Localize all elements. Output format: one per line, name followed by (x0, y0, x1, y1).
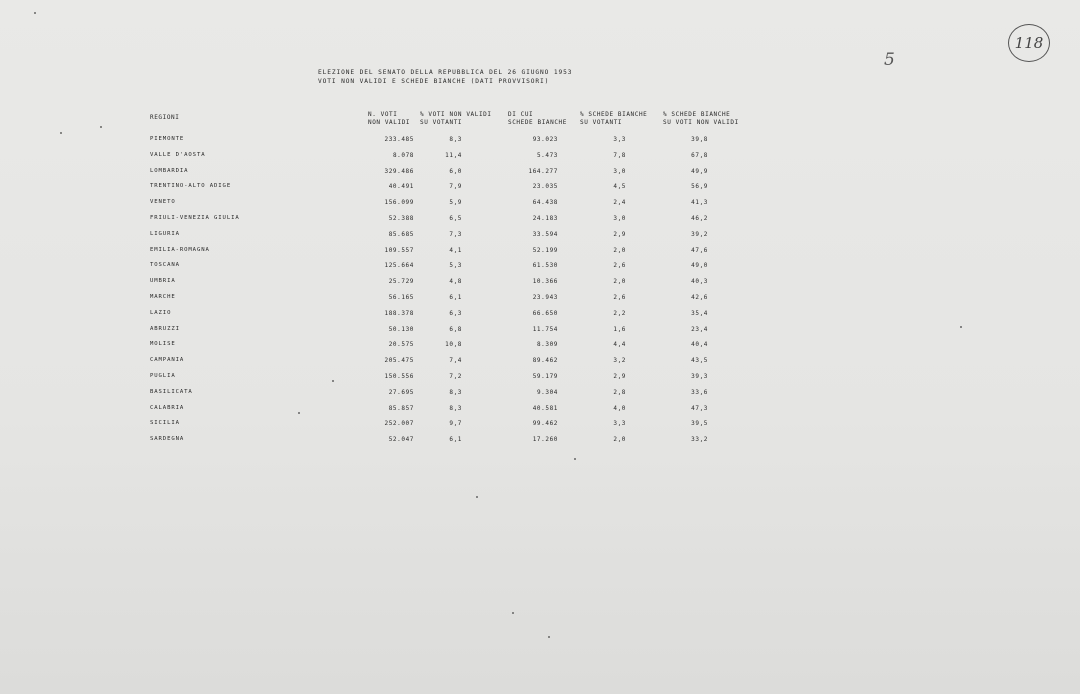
cell-pct-bianche-su-non-validi: 23,4 (691, 325, 708, 333)
cell-n-voti-non-validi: 109.557 (384, 246, 414, 254)
cell-schede-bianche: 23.035 (532, 183, 558, 191)
cell-n-voti-non-validi: 156.099 (384, 199, 414, 207)
cell-pct-su-votanti: 9,7 (449, 420, 462, 428)
table-row (0, 389, 1080, 403)
table-row (0, 247, 1080, 261)
header-pct-bianche-nv (663, 111, 739, 126)
cell-pct-bianche-su-non-validi: 33,6 (691, 388, 708, 396)
cell-schede-bianche: 66.650 (532, 309, 558, 317)
cell-n-voti-non-validi: 85.685 (388, 230, 414, 238)
cell-pct-su-votanti: 6,8 (449, 325, 462, 333)
cell-pct-bianche-su-votanti: 2,6 (613, 262, 626, 270)
header-pct-bianche-votanti (580, 111, 647, 126)
cell-schede-bianche: 10.366 (532, 278, 558, 286)
header-n-voti (368, 111, 410, 126)
cell-schede-bianche: 24.183 (532, 215, 558, 222)
cell-schede-bianche: 64.438 (532, 199, 558, 207)
table-row (0, 310, 1080, 324)
document-title (318, 68, 572, 86)
cell-regione: VENETO (150, 199, 176, 206)
header-pct-bianche-nv-line2: SU VOTI NON VALIDI (663, 118, 739, 126)
table-row (0, 215, 1080, 229)
cell-pct-su-votanti: 6,1 (449, 436, 462, 444)
cell-pct-su-votanti: 8,3 (449, 404, 462, 412)
cell-regione: LIGURIA (150, 230, 180, 237)
header-pct-votanti-line1: % VOTI NON VALIDI (420, 111, 492, 118)
cell-pct-bianche-su-non-validi: 43,5 (691, 357, 708, 365)
cell-pct-bianche-su-non-validi: 67,8 (691, 151, 708, 159)
table-row (0, 199, 1080, 213)
cell-pct-bianche-su-votanti: 7,8 (613, 151, 626, 159)
cell-schede-bianche: 99.462 (532, 420, 558, 428)
cell-regione: PIEMONTE (150, 136, 185, 142)
cell-schede-bianche: 11.754 (532, 325, 558, 333)
table-row (0, 136, 1080, 150)
cell-regione: EMILIA-ROMAGNA (150, 246, 210, 253)
cell-n-voti-non-validi: 52.047 (388, 436, 414, 444)
cell-n-voti-non-validi: 150.556 (384, 373, 414, 380)
cell-n-voti-non-validi: 56.165 (388, 294, 414, 301)
cell-pct-bianche-su-non-validi: 40,3 (691, 278, 708, 286)
cell-pct-bianche-su-non-validi: 47,3 (691, 404, 708, 412)
scan-speck (332, 380, 334, 382)
table-row (0, 420, 1080, 434)
cell-pct-su-votanti: 4,1 (449, 246, 462, 254)
cell-pct-su-votanti: 7,4 (449, 357, 462, 365)
cell-pct-bianche-su-votanti: 2,9 (613, 230, 626, 238)
table-row (0, 262, 1080, 276)
cell-schede-bianche: 33.594 (532, 230, 558, 238)
cell-schede-bianche: 52.199 (532, 246, 558, 254)
cell-regione: FRIULI-VENEZIA GIULIA (150, 215, 240, 221)
scan-speck (476, 496, 478, 498)
table-row (0, 231, 1080, 245)
header-di-cui-line1: DI CUI (508, 111, 534, 118)
cell-pct-bianche-su-non-validi: 42,6 (691, 294, 708, 301)
cell-pct-bianche-su-votanti: 2,9 (613, 373, 626, 380)
cell-regione: SARDEGNA (150, 436, 185, 443)
cell-regione: TOSCANA (150, 262, 180, 269)
cell-pct-su-votanti: 6,5 (449, 215, 462, 222)
cell-pct-bianche-su-non-validi: 46,2 (691, 215, 708, 222)
cell-pct-bianche-su-votanti: 4,5 (613, 183, 626, 191)
scan-speck (298, 412, 300, 414)
cell-pct-su-votanti: 4,8 (449, 278, 462, 286)
table-row (0, 373, 1080, 387)
cell-pct-bianche-su-votanti: 3,3 (613, 420, 626, 428)
cell-regione: MARCHE (150, 294, 176, 300)
cell-n-voti-non-validi: 40.491 (388, 183, 414, 191)
cell-pct-su-votanti: 7,9 (449, 183, 462, 191)
cell-regione: ABRUZZI (150, 325, 180, 332)
cell-pct-bianche-su-non-validi: 39,2 (691, 230, 708, 238)
cell-schede-bianche: 5.473 (536, 151, 558, 159)
cell-pct-su-votanti: 6,3 (449, 309, 462, 317)
cell-pct-bianche-su-votanti: 2,6 (613, 294, 626, 301)
cell-regione: UMBRIA (150, 278, 176, 285)
table-row (0, 183, 1080, 197)
scan-speck (100, 126, 102, 128)
cell-pct-su-votanti: 8,3 (449, 388, 462, 396)
cell-pct-su-votanti: 7,2 (449, 373, 462, 380)
cell-n-voti-non-validi: 25.729 (388, 278, 414, 286)
title-line-2: VOTI NON VALIDI E SCHEDE BIANCHE (DATI PROVVISORI) (318, 78, 550, 85)
cell-schede-bianche: 89.462 (532, 357, 558, 365)
cell-pct-bianche-su-votanti: 2,0 (613, 246, 626, 254)
cell-regione: LOMBARDIA (150, 167, 189, 174)
cell-pct-bianche-su-votanti: 2,0 (613, 278, 626, 286)
cell-regione: BASILICATA (150, 388, 193, 395)
cell-pct-bianche-su-votanti: 2,2 (613, 309, 626, 317)
cell-pct-bianche-su-votanti: 3,0 (613, 215, 626, 222)
cell-pct-bianche-su-votanti: 2,4 (613, 199, 626, 207)
cell-pct-su-votanti: 8,3 (449, 136, 462, 143)
cell-schede-bianche: 23.943 (532, 294, 558, 301)
cell-pct-bianche-su-non-validi: 39,3 (691, 373, 708, 380)
cell-schede-bianche: 164.277 (528, 167, 558, 175)
pencil-annotation: 5 (884, 50, 895, 70)
cell-pct-su-votanti: 11,4 (445, 151, 462, 159)
cell-schede-bianche: 9.304 (536, 388, 558, 396)
cell-schede-bianche: 93.023 (532, 136, 558, 143)
header-di-cui (508, 111, 567, 126)
header-n-voti-line1: N. VOTI (368, 111, 398, 118)
cell-regione: SICILIA (150, 420, 180, 427)
cell-pct-su-votanti: 6,1 (449, 294, 462, 301)
scan-speck (960, 326, 962, 328)
page-number-stamp: 118 (1008, 24, 1050, 62)
cell-n-voti-non-validi: 27.695 (388, 388, 414, 396)
cell-pct-bianche-su-votanti: 3,2 (613, 357, 626, 365)
cell-n-voti-non-validi: 52.388 (388, 215, 414, 222)
cell-pct-bianche-su-non-validi: 49,9 (691, 167, 708, 175)
cell-n-voti-non-validi: 85.857 (388, 404, 414, 412)
cell-regione: VALLE D'AOSTA (150, 151, 206, 158)
cell-pct-bianche-su-non-validi: 56,9 (691, 183, 708, 191)
cell-pct-bianche-su-non-validi: 39,8 (691, 136, 708, 143)
scan-speck (34, 12, 36, 14)
cell-schede-bianche: 59.179 (532, 373, 558, 380)
cell-pct-su-votanti: 10,8 (445, 341, 462, 349)
table-row (0, 294, 1080, 308)
cell-pct-bianche-su-non-validi: 39,5 (691, 420, 708, 428)
cell-regione: LAZIO (150, 309, 172, 316)
scan-speck (548, 636, 550, 638)
cell-pct-bianche-su-votanti: 1,6 (613, 325, 626, 333)
cell-pct-bianche-su-non-validi: 33,2 (691, 436, 708, 444)
cell-pct-bianche-su-non-validi: 40,4 (691, 341, 708, 349)
table-row (0, 405, 1080, 419)
header-pct-bianche-nv-line1: % SCHEDE BIANCHE (663, 111, 731, 118)
cell-schede-bianche: 8.309 (536, 341, 558, 349)
table-row (0, 278, 1080, 292)
cell-pct-bianche-su-votanti: 3,3 (613, 136, 626, 143)
cell-n-voti-non-validi: 50.130 (388, 325, 414, 333)
header-pct-votanti-line2: SU VOTANTI (420, 118, 463, 126)
cell-n-voti-non-validi: 329.486 (384, 167, 414, 175)
header-pct-bianche-votanti-line1: % SCHEDE BIANCHE (580, 111, 648, 118)
header-pct-bianche-votanti-line2: SU VOTANTI (580, 118, 623, 126)
cell-regione: CAMPANIA (150, 357, 185, 364)
table-row (0, 357, 1080, 371)
cell-regione: TRENTINO-ALTO ADIGE (150, 183, 232, 190)
cell-n-voti-non-validi: 188.378 (384, 309, 414, 317)
header-regioni: REGIONI (150, 114, 180, 121)
cell-pct-bianche-su-votanti: 4,0 (613, 404, 626, 412)
scan-speck (512, 612, 514, 614)
cell-pct-bianche-su-non-validi: 41,3 (691, 199, 708, 207)
cell-regione: MOLISE (150, 341, 176, 348)
cell-pct-bianche-su-non-validi: 47,6 (691, 246, 708, 254)
cell-schede-bianche: 40.581 (532, 404, 558, 412)
cell-regione: PUGLIA (150, 373, 176, 379)
cell-n-voti-non-validi: 20.575 (388, 341, 414, 349)
cell-pct-bianche-su-votanti: 4,4 (613, 341, 626, 349)
header-n-voti-line2: NON VALIDI (368, 118, 411, 126)
cell-n-voti-non-validi: 233.485 (384, 136, 414, 143)
header-di-cui-line2: SCHEDE BIANCHE (508, 118, 567, 126)
scan-speck (574, 458, 576, 460)
table-row (0, 326, 1080, 340)
table-row (0, 341, 1080, 355)
cell-schede-bianche: 17.260 (532, 436, 558, 444)
cell-pct-bianche-su-non-validi: 49,0 (691, 262, 708, 270)
cell-pct-su-votanti: 5,3 (449, 262, 462, 270)
cell-regione: CALABRIA (150, 404, 185, 411)
cell-pct-su-votanti: 7,3 (449, 230, 462, 238)
cell-pct-bianche-su-votanti: 3,0 (613, 167, 626, 175)
cell-n-voti-non-validi: 205.475 (384, 357, 414, 365)
title-line-1: ELEZIONE DEL SENATO DELLA REPUBBLICA DEL 26 GIUGNO 1953 (318, 69, 573, 76)
header-pct-votanti (420, 111, 492, 126)
cell-pct-bianche-su-votanti: 2,8 (613, 388, 626, 396)
cell-n-voti-non-validi: 125.664 (384, 262, 414, 270)
cell-n-voti-non-validi: 252.007 (384, 420, 414, 428)
cell-n-voti-non-validi: 8.078 (392, 151, 414, 159)
cell-pct-su-votanti: 6,0 (449, 167, 462, 175)
cell-pct-bianche-su-non-validi: 35,4 (691, 309, 708, 317)
cell-pct-bianche-su-votanti: 2,0 (613, 436, 626, 444)
scan-speck (60, 132, 62, 134)
cell-pct-su-votanti: 5,9 (449, 199, 462, 207)
table-row (0, 436, 1080, 450)
table-row (0, 168, 1080, 182)
table-row (0, 152, 1080, 166)
cell-schede-bianche: 61.530 (532, 262, 558, 270)
